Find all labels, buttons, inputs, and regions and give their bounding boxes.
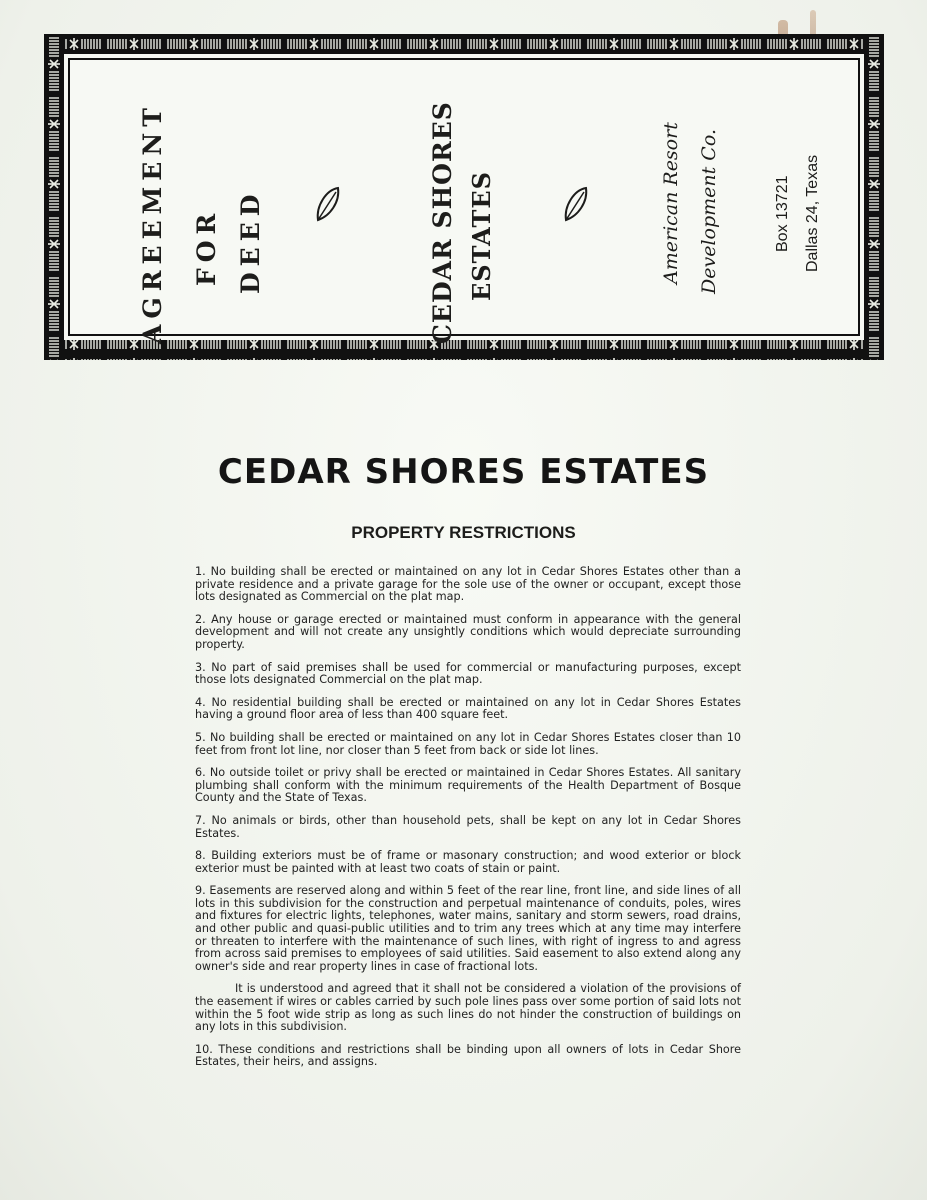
restriction-item: It is understood and agreed that it shall not be considered a violation of the provisions of the easement if wires or cables carried by such pole lines pass over some portion of said lots not within the 5 foot wide strip as long as such lines do not hinder the construction of buildings on any lots in this subdivision.	[195, 982, 741, 1034]
restriction-item: 4. No residential building shall be erected or maintained on any lot in Cedar Shores Estates having a ground floor area of less than 400 square feet.	[195, 695, 741, 722]
cover-title-for: FOR	[192, 207, 221, 286]
restriction-item: 9. Easements are reserved along and within 5 feet of the rear line, front line, and side lines of all lots in this subdivision for the construction and perpetual maintenance of conduits, poles, wires and fixtures for electric lights, telephones, water mains, sanitary and storm sewers, road drains, and other public and quasi-public utilities and to trim any trees which at any time may interfere or threaten to interfere with the maintenance of such lines, with right of ingress to and agress from across said premises to employees of said utilities. Said easement to also extend along any owner's side and rear property lines in case of fractional lots.	[195, 884, 741, 973]
cover-estate-name: CEDAR SHORES	[428, 101, 457, 344]
restriction-item: 6. No outside toilet or privy shall be erected or maintained in Cedar Shores Estates. All sanitary plumbing shall conform with the minimum requirements of the Health Department of Bosque County and the State of Texas.	[195, 766, 741, 805]
cover-title-deed: DEED	[236, 188, 265, 294]
cover-company-name: American Resort	[660, 122, 682, 284]
restriction-item: 1. No building shall be erected or maintained on any lot in Cedar Shores Estates other than a private residence and a private garage for the sole use of the owner or occupant, except those lots designated as Commercial on the plat map.	[195, 565, 741, 604]
cover-address-city: Dallas 24, Texas	[804, 154, 821, 272]
cover-address-box: Box 13721	[774, 175, 791, 252]
leaf-ornament-icon	[314, 184, 342, 224]
restriction-item: 2. Any house or garage erected or maintained must conform in appearance with the general development and will not create any unsightly conditions which would depreciate surrounding property.	[195, 612, 741, 651]
document-title: CEDAR SHORES ESTATES	[217, 452, 710, 492]
cover-company-name-2: Development Co.	[698, 129, 720, 294]
restriction-item: 10. These conditions and restrictions shall be binding upon all owners of lots in Cedar Shore Estates, their heirs, and assigns.	[195, 1042, 741, 1069]
cover-estate-suffix: ESTATES	[467, 171, 496, 301]
restriction-item: 3. No part of said premises shall be used for commercial or manufacturing purposes, except those lots designated Commercial on the plat map.	[195, 660, 741, 687]
cover-title-agreement: AGREEMENT	[138, 102, 167, 344]
restriction-item: 5. No building shall be erected or maintained on any lot in Cedar Shores Estates closer than 10 feet from front lot line, nor closer than 5 feet from back or side lot lines.	[195, 730, 741, 757]
leaf-ornament-icon	[562, 184, 590, 224]
cover-inner-panel	[64, 54, 864, 344]
restriction-item: 8. Building exteriors must be of frame or masonary construction; and wood exterior or block exterior must be painted with at least two coats of stain or paint.	[195, 849, 741, 875]
document-subtitle: PROPERTY RESTRICTIONS	[351, 523, 576, 542]
restrictions-list	[195, 566, 741, 1079]
cover-panel	[44, 34, 884, 360]
restriction-item: 7. No animals or birds, other than household pets, shall be kept on any lot in Cedar Shores Estates.	[195, 813, 741, 840]
